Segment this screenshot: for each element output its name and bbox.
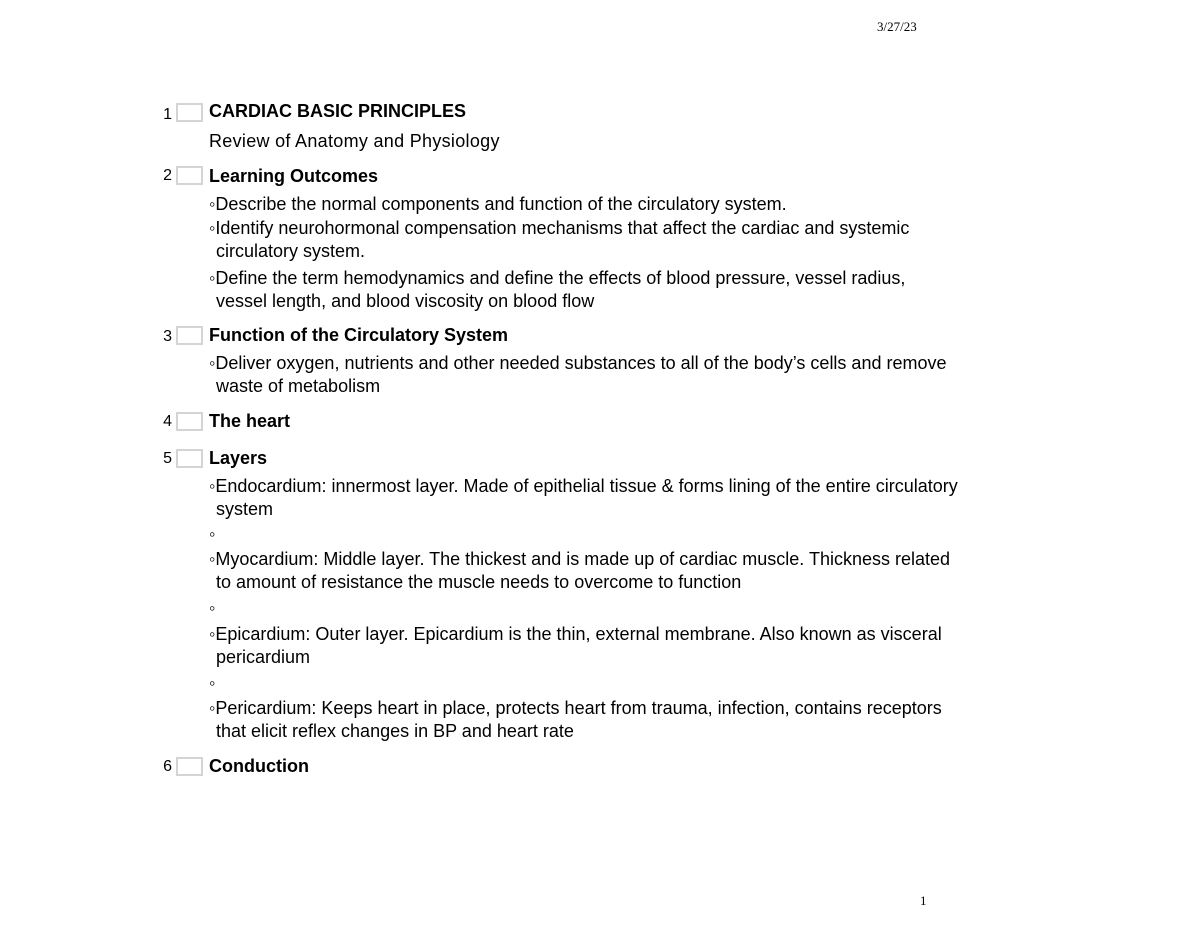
slide-thumbnail[interactable] [176,412,203,431]
slide-title: Layers [209,448,268,468]
slide-thumbnail[interactable] [176,757,203,776]
bullet-item [209,475,958,520]
bullet-item [209,548,950,593]
bullet-continuation: circulatory system. [216,240,366,261]
slide-thumbnail[interactable] [176,449,203,468]
slide-number: 1 [163,106,172,123]
bullet-item [209,623,942,668]
slide-number: 6 [163,758,172,775]
bullet-continuation: waste of metabolism [216,375,381,396]
slide-title: Function of the Circulatory System [209,325,509,345]
slide-number: 4 [163,413,172,430]
bullet-item [209,352,947,397]
bullet-line: ◦Identify neurohormonal compensation mechanisms that affect the cardiac and systemic [209,218,910,238]
slide-number: 3 [163,328,172,345]
slide-title: CARDIAC BASIC PRINCIPLES [209,101,467,121]
bullet-item [209,697,942,742]
bullet-line: ◦Epicardium: Outer layer. Epicardium is the thin, external membrane. Also known as visceral [209,624,942,644]
bullet-line: ◦Endocardium: innermost layer. Made of epithelial tissue & forms lining of the entire circulatory [209,476,958,496]
slide-thumbnail[interactable] [176,166,203,185]
bullet-continuation: system [216,498,274,519]
bullet-line: ◦Deliver oxygen, nutrients and other needed substances to all of the body’s cells and remove [209,353,947,373]
slide-thumbnail[interactable] [176,326,203,345]
bullet-item [209,193,787,216]
bullet-item [209,672,215,695]
bullet-line: ◦Myocardium: Middle layer. The thickest and is made up of cardiac muscle. Thickness related [209,549,951,569]
slide-number: 5 [163,450,172,467]
bullet-line: ◦ [209,598,216,618]
print-date: 3/27/23 [877,19,917,34]
slide-title: The heart [209,411,291,431]
bullet-line: ◦Describe the normal components and function of the circulatory system. [209,194,787,214]
bullet-item [209,267,905,312]
bullet-line: ◦ [209,673,216,693]
bullet-item [209,523,215,546]
bullet-continuation: to amount of resistance the muscle needs to overcome to function [216,571,742,592]
slide-thumbnail[interactable] [176,103,203,122]
bullet-line: ◦Pericardium: Keeps heart in place, protects heart from trauma, infection, contains receptors [209,698,942,718]
bullet-continuation: that elicit reflex changes in BP and heart rate [216,720,574,741]
bullet-item [209,217,909,262]
bullet-item [209,597,215,620]
slide-title: Learning Outcomes [209,166,379,186]
bullet-line: ◦Define the term hemodynamics and define the effects of blood pressure, vessel radius, [209,268,906,288]
page-number: 1 [920,893,927,908]
slide-title: Conduction [209,756,309,776]
slide-subtitle: Review of Anatomy and Physiology [209,131,500,151]
bullet-line: ◦ [209,524,216,544]
bullet-continuation: pericardium [216,646,311,667]
bullet-continuation: vessel length, and blood viscosity on blood flow [216,290,595,311]
slide-number: 2 [163,167,172,184]
